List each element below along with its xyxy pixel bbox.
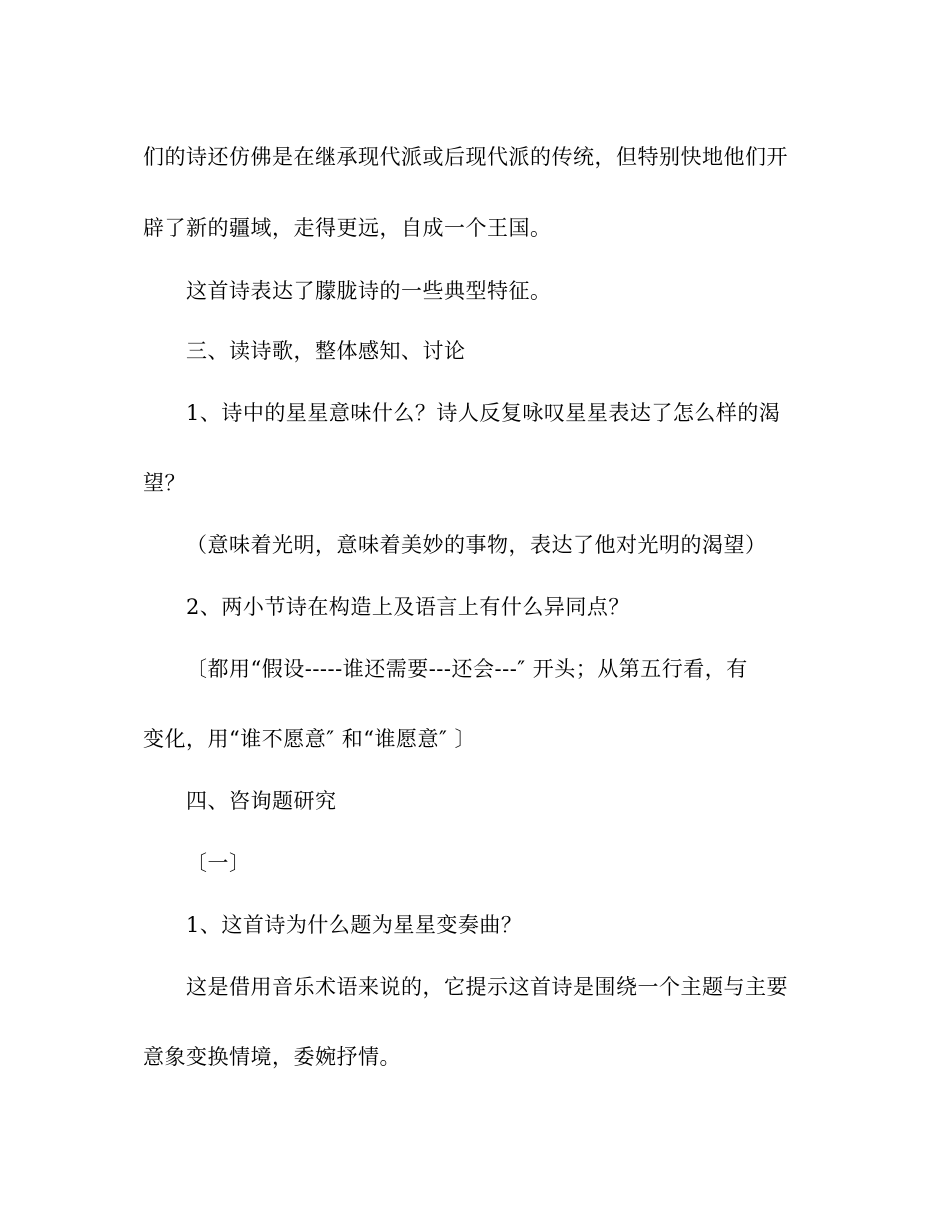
answer-1: （意味着光明，意味着美妙的事物，表达了他对光明的渴望）: [186, 533, 767, 557]
question-1-line-1: 1、诗中的星星意味什么？诗人反复咏叹星星表达了怎么样的渴: [186, 401, 781, 425]
paragraph-line-3: 这首诗表达了朦胧诗的一些典型特征。: [186, 279, 552, 303]
section-heading-four: 四、咨询题研究: [186, 789, 337, 813]
paragraph-line-1: 们的诗还仿佛是在继承现代派或后现代派的传统，但特别快地他们开: [143, 145, 788, 169]
answer-2-line-2: 变化，用“谁不愿意″ 和“谁愿意″ 〕: [143, 727, 477, 751]
answer-3-line-2: 意象变换情境，委婉抒情。: [143, 1045, 401, 1069]
answer-3-line-1: 这是借用音乐术语来说的，它提示这首诗是围绕一个主题与主要: [186, 975, 788, 999]
paragraph-line-2: 辟了新的疆域，走得更远，自成一个王国。: [143, 216, 552, 240]
question-3: 1、这首诗为什么题为星星变奏曲？: [186, 913, 523, 937]
answer-2-line-1: 〔都用“假设-----谁还需要---还会---″ 开头；从第五行看，有: [186, 657, 748, 681]
section-heading-three: 三、读诗歌，整体感知、讨论: [186, 339, 466, 363]
subsection-one: 〔一〕: [186, 851, 251, 875]
question-2: 2、两小节诗在构造上及语言上有什么异同点？: [186, 595, 630, 619]
question-1-line-2: 望？: [143, 471, 186, 495]
